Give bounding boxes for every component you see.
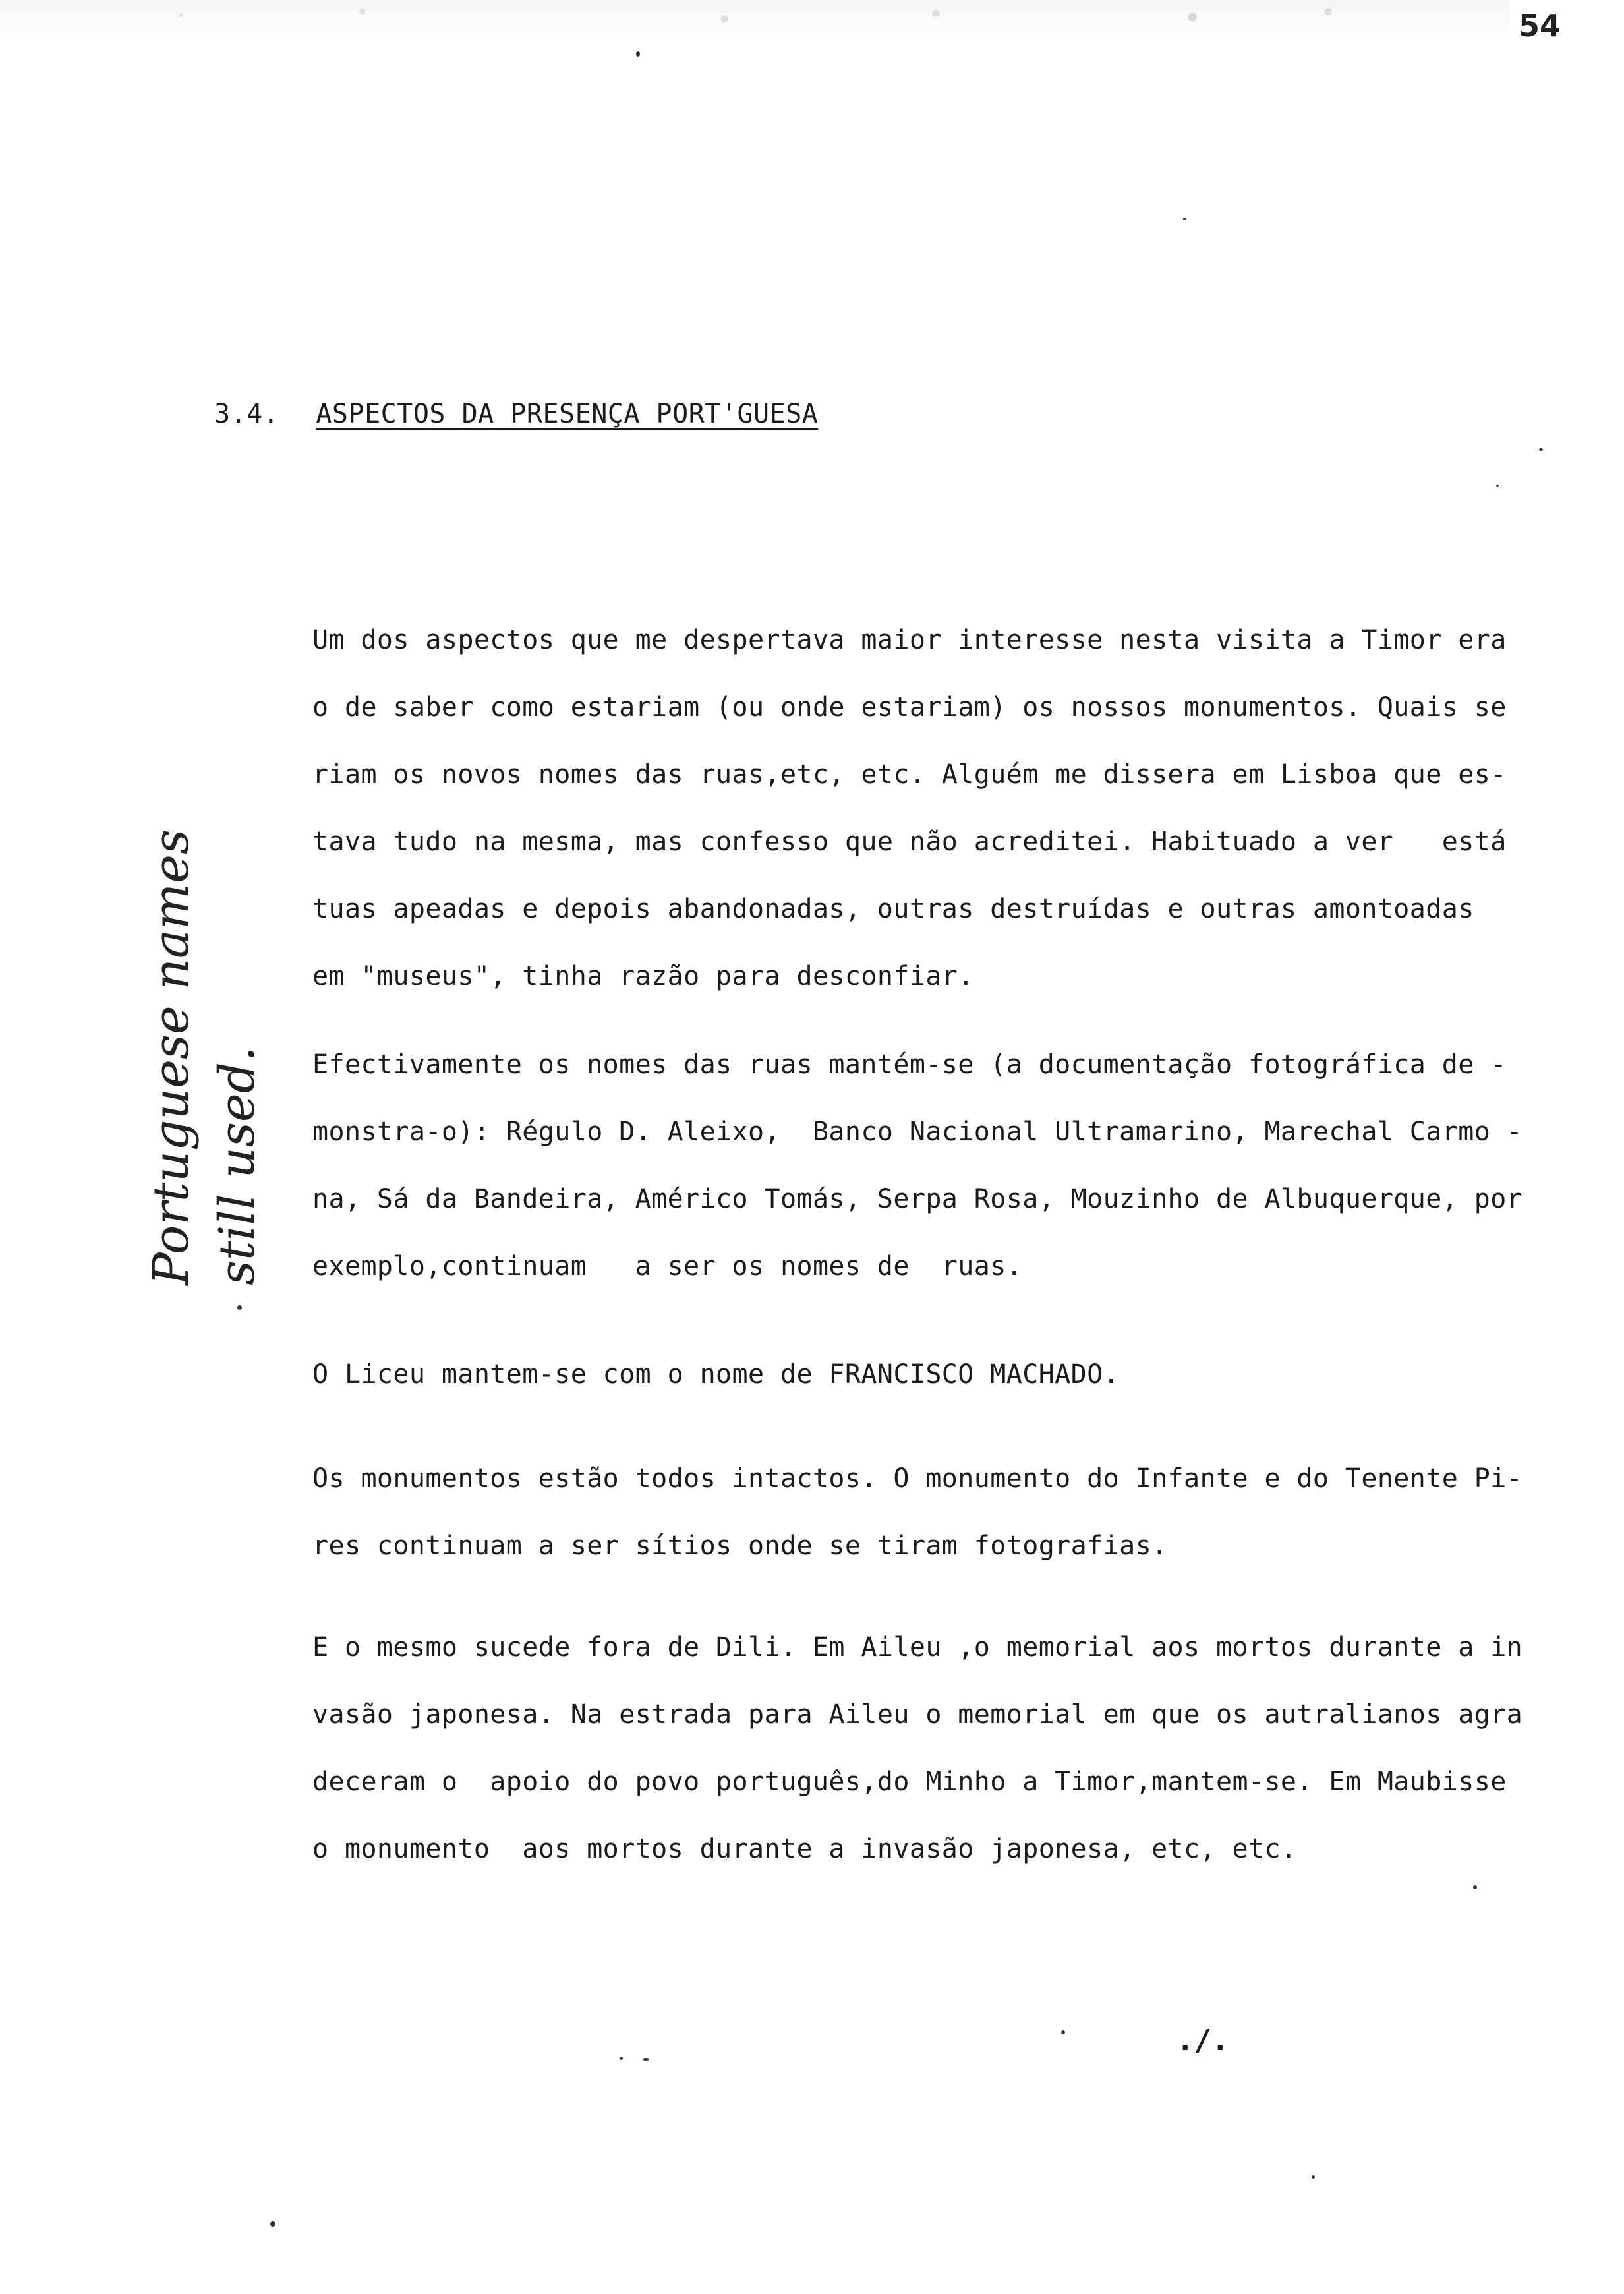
text-line: em "museus", tinha razão para desconfiar. [312,961,974,991]
text-line: monstra-o): Régulo D. Aleixo, Banco Nacional Ultramarino, Marechal Carmo - [312,1117,1523,1147]
text-line: exemplo,continuam a ser os nomes de ruas. [312,1251,1023,1281]
scan-speck [1312,2175,1315,2179]
section-number: 3.4. [214,399,279,429]
paragraph-4 [312,1445,1565,1579]
handwritten-margin-note [138,824,270,1285]
margin-note-line-2: still used. [209,1046,266,1285]
text-line: E o mesmo sucede fora de Dili. Em Aileu ,o memorial aos mortos durante a in [312,1632,1523,1662]
text-line: o de saber como estariam (ou onde estariam) os nossos monumentos. Quais se [312,692,1507,722]
text-line: Os monumentos estão todos intactos. O monumento do Infante e do Tenente Pi- [312,1463,1523,1494]
section-heading [214,399,818,429]
text-line: Um dos aspectos que me despertava maior interesse nesta visita a Timor era [312,625,1507,655]
scan-speck [237,1305,242,1310]
text-line: vasão japonesa. Na estrada para Aileu o memorial em que os autralianos agra [312,1699,1523,1730]
paragraph-3 [312,1341,1565,1408]
scan-speck [1496,485,1499,487]
page-number: 54 [1518,8,1561,44]
scan-speck [1183,218,1186,220]
text-line: na, Sá da Bandeira, Américo Tomás, Serpa Rosa, Mouzinho de Albuquerque, por [312,1184,1523,1214]
text-line: O Liceu mantem-se com o nome de FRANCISCO MACHADO. [312,1359,1120,1390]
continuation-mark: ./. [1176,2024,1229,2057]
scan-speck [1061,2030,1065,2034]
scan-speck [636,51,640,57]
paragraph-5 [312,1614,1565,1883]
scan-speck [1539,448,1543,451]
scan-speck [270,2221,276,2227]
paragraph-2 [312,1031,1565,1300]
text-line: deceram o apoio do povo português,do Minho a Timor,mantem-se. Em Maubisse [312,1767,1507,1797]
paragraph-1 [312,606,1565,1010]
text-line: Efectivamente os nomes das ruas mantém-se (a documentação fotográfica de - [312,1049,1507,1080]
text-line: o monumento aos mortos durante a invasão japonesa, etc, etc. [312,1834,1297,1864]
scan-noise-band [0,0,1509,38]
text-line: res continuam a ser sítios onde se tiram fotografias. [312,1531,1168,1561]
scan-speck [620,2057,623,2060]
scan-speck [643,2058,649,2061]
section-title: ASPECTOS DA PRESENÇA PORT'GUESA [316,399,819,429]
text-line: tuas apeadas e depois abandonadas, outras destruídas e outras amontoadas [312,894,1474,924]
scan-speck [1473,1885,1477,1889]
margin-note-line-1: Portuguese names [143,829,200,1285]
text-line: riam os novos nomes das ruas,etc, etc. Alguém me dissera em Lisboa que es- [312,759,1507,790]
text-line: tava tudo na mesma, mas confesso que não acreditei. Habituado a ver está [312,827,1507,857]
